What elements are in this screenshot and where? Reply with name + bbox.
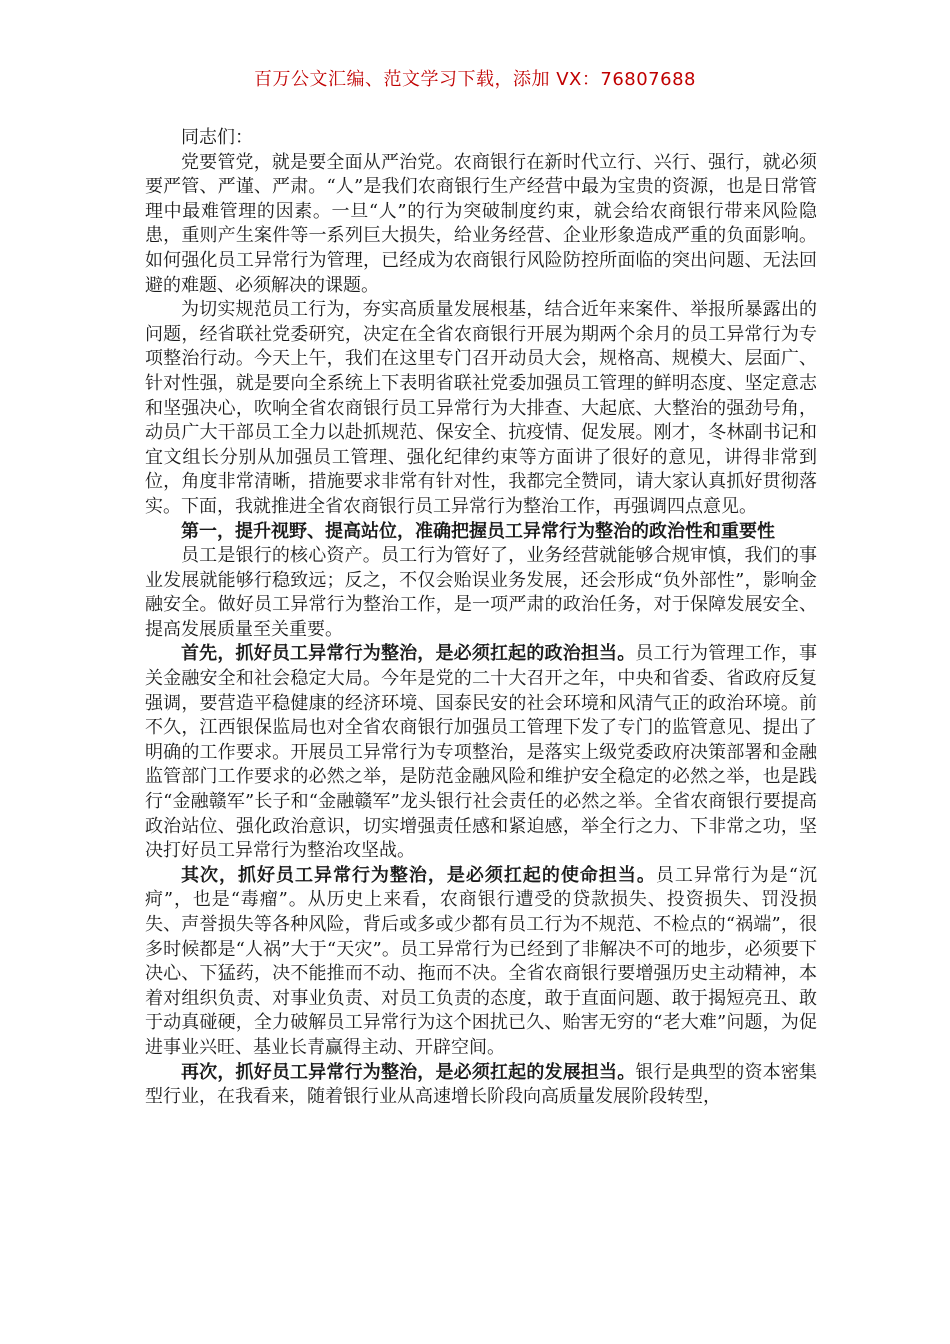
lead-political: 首先，抓好员工异常行为整治，是必须扛起的政治担当。 (181, 643, 636, 665)
salutation: 同志们： (181, 127, 253, 148)
section-heading-1: 第一，提升视野、提高站位，准确把握员工异常行为整治的政治性和重要性 (181, 520, 775, 542)
lead-development: 再次，抓好员工异常行为整治，是必须扛起的发展担当。 (181, 1061, 636, 1083)
paragraph-core-asset: 员工是银行的核心资产。员工行为管好了，业务经营就能够合规审慎，我们的事业发展就能够行稳致远；反之，不仅会贻误业务发展，还会形成“负外部性”，影响金融安全。做好员工异常行为整治工作，是一项严肃的政治任务，对于保障发展安全、提高发展质量至关重要。 (145, 545, 817, 640)
text-development: 银行是典型的资本密集型行业，在我看来，随着银行业从高速增长阶段向高质量发展阶段转型， (145, 1061, 818, 1108)
text-mission: 员工异常行为是“沉疴”，也是“毒瘤”。从历史上来看，农商银行遭受的贷款损失、投资损失、罚没损失、声誉损失等各种风险，背后或多或少都有员工行为不规范、不检点的“祸端”，很多时候都是“人祸”大于“天灾”。员工异常行为已经到了非解决不可的地步，必须要下决心、下猛药，决不能推而不动、拖而不决。全省农商银行要增强历史主动精神，本着对组织负责、对事业负责、对员工负责的态度，敢于直面问题、敢于揭短亮丑、敢于动真碰硬，全力破解员工异常行为这个困扰已久、贻害无穷的“老大难”问题，为促进事业兴旺、基业长青赢得主动、开辟空间。 (145, 864, 817, 1058)
document-body (145, 126, 817, 1110)
paragraph-political (145, 642, 817, 863)
lead-mission: 其次，抓好员工异常行为整治，是必须扛起的使命担当。 (181, 864, 656, 886)
paragraph-intro: 党要管党，就是要全面从严治党。农商银行在新时代立行、兴行、强行，就必须要严管、严谨、严肃。“人”是我们农商银行生产经营中最为宝贵的资源，也是日常管理中最难管理的因素。一旦“人”的行为突破制度约束，就会给农商银行带来风险隐患，重则产生案件等一系列巨大损失，给业务经营、企业形象造成严重的负面影响。如何强化员工异常行为管理，已经成为农商银行风险防控所面临的突出问题、无法回避的难题、必须解决的课题。 (145, 151, 817, 296)
paragraph-background: 为切实规范员工行为，夯实高质量发展根基，结合近年来案件、举报所暴露出的问题，经省联社党委研究，决定在全省农商银行开展为期两个余月的员工异常行为专项整治行动。今天上午，我们在这里专门召开动员大会，规格高、规模大、层面广、针对性强，就是要向全系统上下表明省联社党委加强员工管理的鲜明态度、坚定意志和坚强决心，吹响全省农商银行员工异常行为大排查、大起底、大整治的强劲号角，动员广大干部员工全力以赴抓规范、保安全、抗疫情、促发展。刚才，冬林副书记和宜文组长分别从加强员工管理、强化纪律约束等方面讲了很好的意见，讲得非常到位，角度非常清晰，措施要求非常有针对性，我都完全赞同，请大家认真抓好贯彻落实。下面，我就推进全省农商银行员工异常行为整治工作，再强调四点意见。 (145, 299, 817, 517)
paragraph-mission (145, 864, 817, 1061)
text-political: 员工行为管理工作，事关金融安全和社会稳定大局。今年是党的二十大召开之年，中央和省委、省政府反复强调，要营造平稳健康的经济环境、国泰民安的社会环境和风清气正的政治环境。前不久，江西银保监局也对全省农商银行加强员工管理下发了专门的监管意见、提出了明确的工作要求。开展员工异常行为专项整治，是落实上级党委政府决策部署和金融监管部门工作要求的必然之举，是防范金融风险和维护安全稳定的必然之举，也是践行“金融赣军”长子和“金融赣军”龙头银行社会责任的必然之举。全省农商银行要提高政治站位、强化政治意识，切实增强责任感和紧迫感，举全行之力、下非常之功，坚决打好员工异常行为整治攻坚战。 (145, 643, 818, 862)
paragraph-development (145, 1061, 817, 1110)
page-header-banner: 百万公文汇编、范文学习下载，添加 VX：76807688 (254, 69, 696, 90)
